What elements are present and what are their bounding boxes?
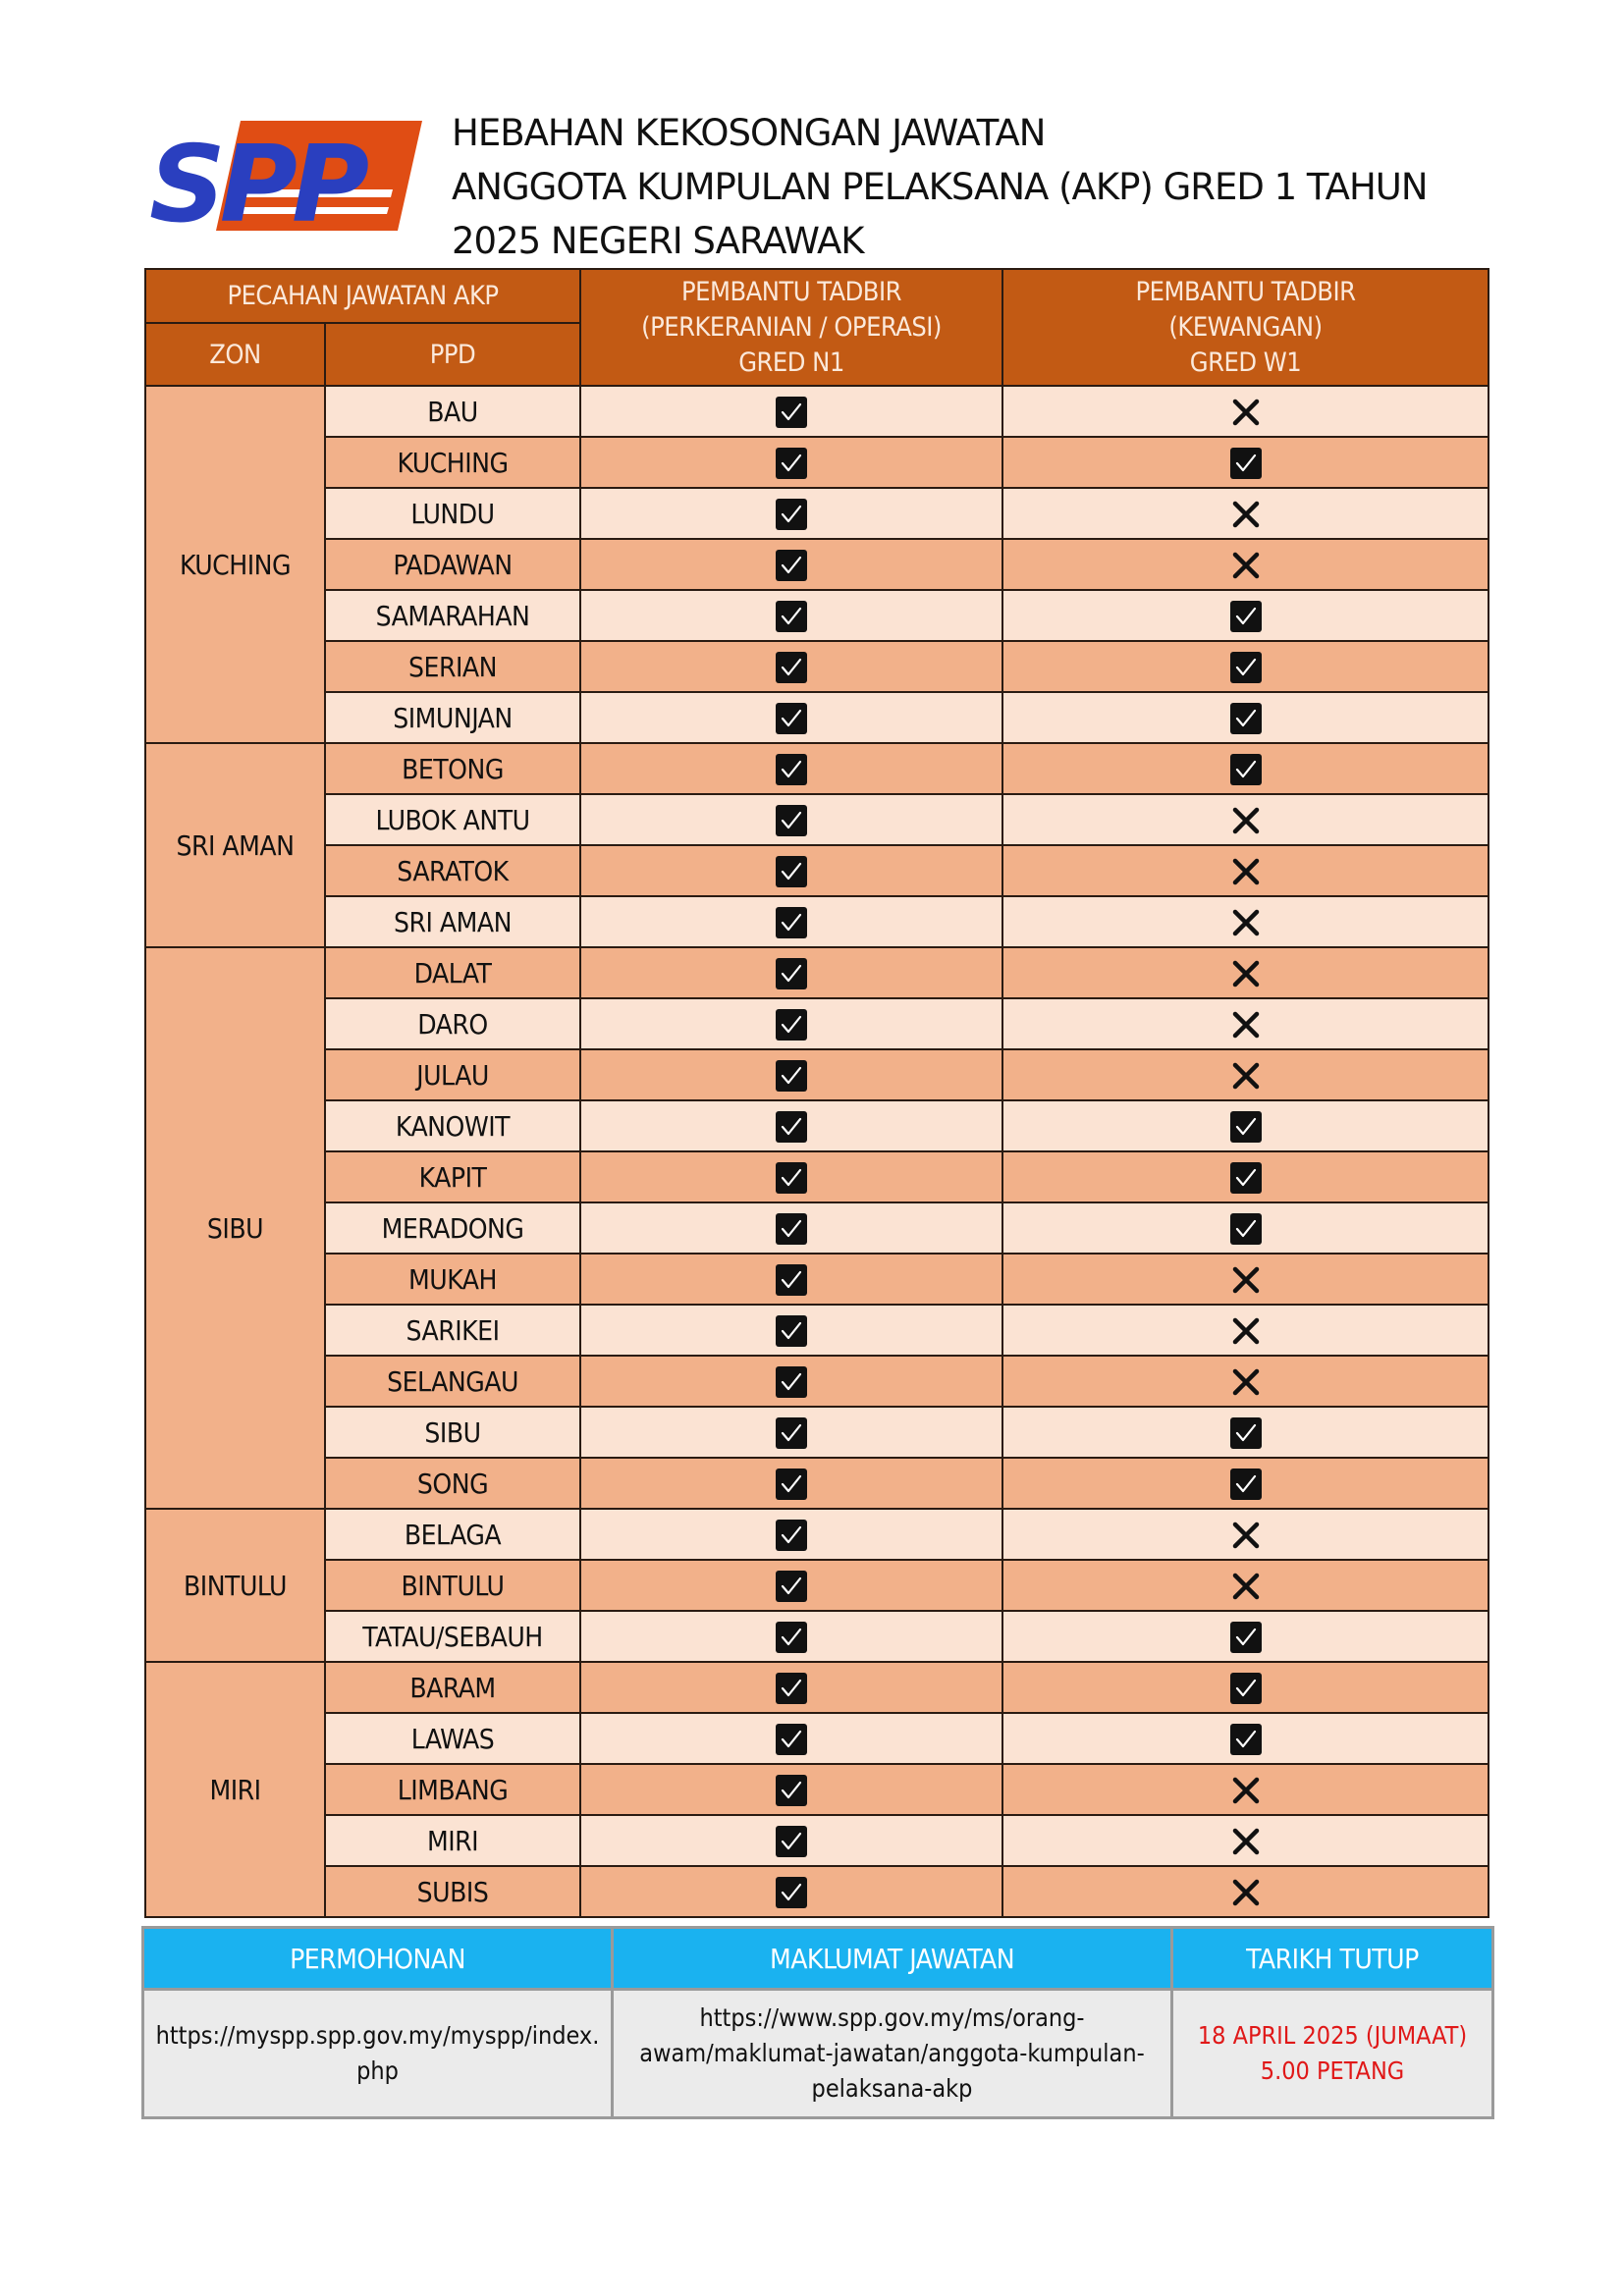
n1-status-cell bbox=[580, 1305, 1002, 1356]
checkbox-checked-icon bbox=[1229, 1212, 1263, 1246]
ppd-cell: DALAT bbox=[325, 947, 580, 998]
w1-status-cell bbox=[1002, 539, 1489, 590]
checkbox-checked-icon bbox=[775, 1365, 808, 1399]
checkbox-checked-icon bbox=[775, 396, 808, 429]
closing-date: 18 APRIL 2025 (JUMAAT) 5.00 PETANG bbox=[1172, 1990, 1493, 2118]
n1-status-cell bbox=[580, 998, 1002, 1049]
checkbox-checked-icon bbox=[775, 498, 808, 531]
cross-icon bbox=[1229, 498, 1263, 531]
checkbox-checked-icon bbox=[775, 1876, 808, 1909]
checkbox-checked-icon bbox=[775, 549, 808, 582]
w1-status-cell bbox=[1002, 1866, 1489, 1917]
details-header: MAKLUMAT JAWATAN bbox=[613, 1928, 1172, 1990]
checkbox-checked-icon bbox=[775, 1825, 808, 1858]
cross-icon bbox=[1229, 1263, 1263, 1297]
title-line-3: 2025 NEGERI SARAWAK bbox=[452, 220, 864, 262]
ppd-cell: JULAU bbox=[325, 1049, 580, 1100]
ppd-cell: BINTULU bbox=[325, 1560, 580, 1611]
w1-status-cell bbox=[1002, 1764, 1489, 1815]
table-row bbox=[145, 1458, 1489, 1509]
n1-status-cell bbox=[580, 1458, 1002, 1509]
ppd-cell: BARAM bbox=[325, 1662, 580, 1713]
ppd-cell: KAPIT bbox=[325, 1151, 580, 1202]
n1-status-cell bbox=[580, 1611, 1002, 1662]
n1-status-cell bbox=[580, 947, 1002, 998]
cross-icon bbox=[1229, 957, 1263, 990]
n1-status-cell bbox=[580, 1815, 1002, 1866]
w1-status-cell bbox=[1002, 947, 1489, 998]
n1-status-cell bbox=[580, 1662, 1002, 1713]
table-row bbox=[145, 1662, 1489, 1713]
checkbox-checked-icon bbox=[1229, 651, 1263, 684]
checkbox-checked-icon bbox=[1229, 1161, 1263, 1195]
checkbox-checked-icon bbox=[775, 1774, 808, 1807]
ppd-cell: SARIKEI bbox=[325, 1305, 580, 1356]
application-info-table bbox=[141, 1926, 1494, 2119]
n1-status-cell bbox=[580, 896, 1002, 947]
table-row bbox=[145, 1100, 1489, 1151]
n1-status-cell bbox=[580, 1356, 1002, 1407]
ppd-cell: SERIAN bbox=[325, 641, 580, 692]
checkbox-checked-icon bbox=[775, 600, 808, 633]
table-row bbox=[145, 1356, 1489, 1407]
w1-status-cell bbox=[1002, 1662, 1489, 1713]
ppd-cell: SRI AMAN bbox=[325, 896, 580, 947]
table-row bbox=[145, 386, 1489, 437]
ppd-cell: SAMARAHAN bbox=[325, 590, 580, 641]
cross-icon bbox=[1229, 1519, 1263, 1552]
group-header: PECAHAN JAWATAN AKP bbox=[145, 269, 580, 323]
application-header: PERMOHONAN bbox=[143, 1928, 613, 1990]
ppd-header: PPD bbox=[325, 323, 580, 386]
w1-status-cell bbox=[1002, 590, 1489, 641]
checkbox-checked-icon bbox=[1229, 753, 1263, 786]
ppd-cell: SONG bbox=[325, 1458, 580, 1509]
checkbox-checked-icon bbox=[775, 855, 808, 888]
ppd-cell: SELANGAU bbox=[325, 1356, 580, 1407]
checkbox-checked-icon bbox=[1229, 447, 1263, 480]
w1-status-cell bbox=[1002, 998, 1489, 1049]
zone-cell: MIRI bbox=[145, 1662, 325, 1917]
ppd-cell: TATAU/SEBAUH bbox=[325, 1611, 580, 1662]
w1-status-cell bbox=[1002, 1560, 1489, 1611]
w1-status-cell bbox=[1002, 896, 1489, 947]
cross-icon bbox=[1229, 396, 1263, 429]
w1-status-cell bbox=[1002, 1100, 1489, 1151]
ppd-cell: SARATOK bbox=[325, 845, 580, 896]
checkbox-checked-icon bbox=[775, 1468, 808, 1501]
n1-status-cell bbox=[580, 1151, 1002, 1202]
checkbox-checked-icon bbox=[775, 1110, 808, 1144]
table-row bbox=[145, 947, 1489, 998]
cross-icon bbox=[1229, 1314, 1263, 1348]
n1-status-cell bbox=[580, 1509, 1002, 1560]
ppd-cell: SIMUNJAN bbox=[325, 692, 580, 743]
ppd-cell: BELAGA bbox=[325, 1509, 580, 1560]
w1-status-cell bbox=[1002, 1049, 1489, 1100]
checkbox-checked-icon bbox=[1229, 1723, 1263, 1756]
checkbox-checked-icon bbox=[775, 753, 808, 786]
details-url[interactable]: https://www.spp.gov.my/ms/orang- awam/maklumat-jawatan/anggota-kumpulan- pelaksana-akp bbox=[613, 1990, 1172, 2118]
n1-status-cell bbox=[580, 845, 1002, 896]
checkbox-checked-icon bbox=[775, 702, 808, 735]
w1-status-cell bbox=[1002, 794, 1489, 845]
table-row bbox=[145, 641, 1489, 692]
checkbox-checked-icon bbox=[775, 1008, 808, 1041]
checkbox-checked-icon bbox=[775, 906, 808, 939]
table-row bbox=[145, 1151, 1489, 1202]
table-row bbox=[145, 845, 1489, 896]
checkbox-checked-icon bbox=[775, 651, 808, 684]
logo-text: SPP bbox=[149, 124, 364, 240]
table-row bbox=[145, 743, 1489, 794]
checkbox-checked-icon bbox=[775, 1570, 808, 1603]
w1-status-cell bbox=[1002, 692, 1489, 743]
checkbox-checked-icon bbox=[775, 1314, 808, 1348]
checkbox-checked-icon bbox=[1229, 702, 1263, 735]
table-row bbox=[145, 1254, 1489, 1305]
n1-status-cell bbox=[580, 1866, 1002, 1917]
table-row bbox=[145, 1560, 1489, 1611]
ppd-cell: PADAWAN bbox=[325, 539, 580, 590]
cross-icon bbox=[1229, 549, 1263, 582]
checkbox-checked-icon bbox=[775, 804, 808, 837]
w1-status-cell bbox=[1002, 743, 1489, 794]
zone-cell: SIBU bbox=[145, 947, 325, 1509]
ppd-cell: MIRI bbox=[325, 1815, 580, 1866]
checkbox-checked-icon bbox=[775, 1723, 808, 1756]
w1-status-cell bbox=[1002, 1407, 1489, 1458]
ppd-cell: SUBIS bbox=[325, 1866, 580, 1917]
table-row bbox=[145, 539, 1489, 590]
table-row bbox=[145, 1713, 1489, 1764]
n1-status-cell bbox=[580, 1202, 1002, 1254]
w1-status-cell bbox=[1002, 1713, 1489, 1764]
checkbox-checked-icon bbox=[775, 1161, 808, 1195]
table-row bbox=[145, 1049, 1489, 1100]
n1-status-cell bbox=[580, 539, 1002, 590]
w1-status-cell bbox=[1002, 1509, 1489, 1560]
table-row bbox=[145, 1764, 1489, 1815]
table-row bbox=[145, 692, 1489, 743]
w1-status-cell bbox=[1002, 488, 1489, 539]
cross-icon bbox=[1229, 1825, 1263, 1858]
ppd-cell: LUNDU bbox=[325, 488, 580, 539]
cross-icon bbox=[1229, 804, 1263, 837]
checkbox-checked-icon bbox=[775, 447, 808, 480]
checkbox-checked-icon bbox=[775, 1416, 808, 1450]
ppd-cell: MUKAH bbox=[325, 1254, 580, 1305]
application-url[interactable]: https://myspp.spp.gov.my/myspp/index. php bbox=[143, 1990, 613, 2118]
checkbox-checked-icon bbox=[1229, 1110, 1263, 1144]
closing-header: TARIKH TUTUP bbox=[1172, 1928, 1493, 1990]
position-n1-header: PEMBANTU TADBIR (PERKERANIAN / OPERASI) GRED N1 bbox=[580, 269, 1002, 386]
table-row bbox=[145, 1866, 1489, 1917]
checkbox-checked-icon bbox=[1229, 1416, 1263, 1450]
vacancy-table-body bbox=[145, 386, 1489, 1917]
checkbox-checked-icon bbox=[775, 1519, 808, 1552]
n1-status-cell bbox=[580, 794, 1002, 845]
table-row bbox=[145, 998, 1489, 1049]
table-row bbox=[145, 1407, 1489, 1458]
checkbox-checked-icon bbox=[1229, 1672, 1263, 1705]
n1-status-cell bbox=[580, 1049, 1002, 1100]
cross-icon bbox=[1229, 855, 1263, 888]
w1-status-cell bbox=[1002, 437, 1489, 488]
n1-status-cell bbox=[580, 641, 1002, 692]
n1-status-cell bbox=[580, 743, 1002, 794]
w1-status-cell bbox=[1002, 1305, 1489, 1356]
n1-status-cell bbox=[580, 692, 1002, 743]
title-line-1: HEBAHAN KEKOSONGAN JAWATAN bbox=[452, 112, 1046, 154]
n1-status-cell bbox=[580, 1713, 1002, 1764]
ppd-cell: DARO bbox=[325, 998, 580, 1049]
table-row bbox=[145, 488, 1489, 539]
zone-cell: BINTULU bbox=[145, 1509, 325, 1662]
checkbox-checked-icon bbox=[775, 1059, 808, 1093]
ppd-cell: BETONG bbox=[325, 743, 580, 794]
title-line-2: ANGGOTA KUMPULAN PELAKSANA (AKP) GRED 1 TAHUN bbox=[452, 166, 1428, 208]
table-row bbox=[145, 896, 1489, 947]
checkbox-checked-icon bbox=[1229, 1468, 1263, 1501]
table-row bbox=[145, 794, 1489, 845]
table-row bbox=[145, 590, 1489, 641]
cross-icon bbox=[1229, 906, 1263, 939]
cross-icon bbox=[1229, 1059, 1263, 1093]
ppd-cell: LUBOK ANTU bbox=[325, 794, 580, 845]
w1-status-cell bbox=[1002, 641, 1489, 692]
w1-status-cell bbox=[1002, 1151, 1489, 1202]
w1-status-cell bbox=[1002, 1611, 1489, 1662]
checkbox-checked-icon bbox=[775, 1621, 808, 1654]
w1-status-cell bbox=[1002, 1815, 1489, 1866]
zone-header: ZON bbox=[145, 323, 325, 386]
checkbox-checked-icon bbox=[775, 1263, 808, 1297]
n1-status-cell bbox=[580, 437, 1002, 488]
w1-status-cell bbox=[1002, 1254, 1489, 1305]
cross-icon bbox=[1229, 1570, 1263, 1603]
n1-status-cell bbox=[580, 1407, 1002, 1458]
w1-status-cell bbox=[1002, 1202, 1489, 1254]
table-row bbox=[145, 1509, 1489, 1560]
spp-logo bbox=[147, 113, 422, 240]
table-row bbox=[145, 1202, 1489, 1254]
ppd-cell: BAU bbox=[325, 386, 580, 437]
table-row bbox=[145, 1305, 1489, 1356]
zone-cell: KUCHING bbox=[145, 386, 325, 743]
cross-icon bbox=[1229, 1365, 1263, 1399]
n1-status-cell bbox=[580, 1764, 1002, 1815]
ppd-cell: LIMBANG bbox=[325, 1764, 580, 1815]
ppd-cell: KUCHING bbox=[325, 437, 580, 488]
checkbox-checked-icon bbox=[1229, 600, 1263, 633]
table-row bbox=[145, 1815, 1489, 1866]
checkbox-checked-icon bbox=[775, 1212, 808, 1246]
w1-status-cell bbox=[1002, 1458, 1489, 1509]
n1-status-cell bbox=[580, 1254, 1002, 1305]
checkbox-checked-icon bbox=[1229, 1621, 1263, 1654]
n1-status-cell bbox=[580, 590, 1002, 641]
n1-status-cell bbox=[580, 1560, 1002, 1611]
ppd-cell: LAWAS bbox=[325, 1713, 580, 1764]
ppd-cell: KANOWIT bbox=[325, 1100, 580, 1151]
cross-icon bbox=[1229, 1008, 1263, 1041]
ppd-cell: SIBU bbox=[325, 1407, 580, 1458]
table-row bbox=[145, 437, 1489, 488]
cross-icon bbox=[1229, 1774, 1263, 1807]
page-title bbox=[452, 106, 1428, 268]
zone-cell: SRI AMAN bbox=[145, 743, 325, 947]
vacancy-table bbox=[144, 268, 1489, 1918]
w1-status-cell bbox=[1002, 1356, 1489, 1407]
position-w1-header: PEMBANTU TADBIR (KEWANGAN) GRED W1 bbox=[1002, 269, 1489, 386]
ppd-cell: MERADONG bbox=[325, 1202, 580, 1254]
table-row bbox=[145, 1611, 1489, 1662]
n1-status-cell bbox=[580, 1100, 1002, 1151]
checkbox-checked-icon bbox=[775, 957, 808, 990]
w1-status-cell bbox=[1002, 386, 1489, 437]
n1-status-cell bbox=[580, 386, 1002, 437]
n1-status-cell bbox=[580, 488, 1002, 539]
cross-icon bbox=[1229, 1876, 1263, 1909]
checkbox-checked-icon bbox=[775, 1672, 808, 1705]
w1-status-cell bbox=[1002, 845, 1489, 896]
